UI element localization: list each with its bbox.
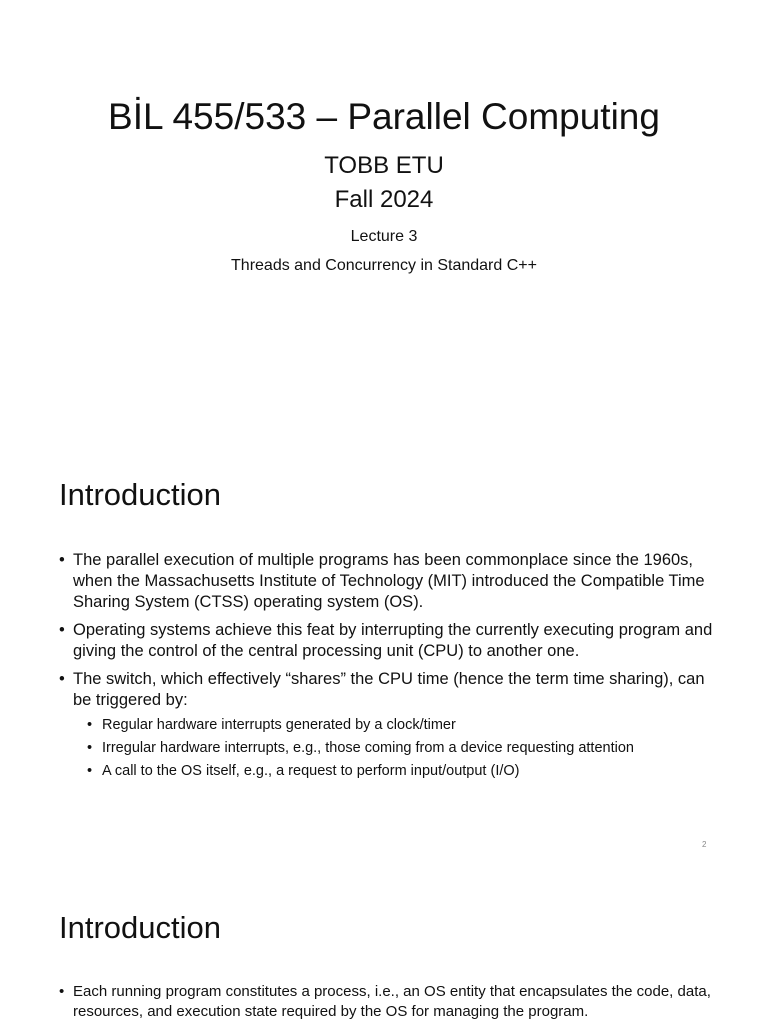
page-number: 2 <box>702 840 707 849</box>
introduction-slide-continued <box>0 855 768 1024</box>
term-label: Fall 2024 <box>334 186 434 213</box>
introduction-slide <box>0 430 768 855</box>
course-title: BİL 455/533 – Parallel Computing <box>108 96 660 137</box>
sub-bullet-list <box>73 716 719 781</box>
sub-bullet-item: • Irregular hardware interrupts, e.g., those coming from a device requesting attention <box>87 739 719 758</box>
bullet-item <box>59 620 719 662</box>
sub-bullet-item: • Regular hardware interrupts generated by a clock/timer <box>87 716 719 735</box>
bullet-item <box>59 550 719 613</box>
lecture-topic: Threads and Concurrency in Standard C++ <box>231 257 537 274</box>
slide-heading: Introduction <box>59 910 221 945</box>
bullet-list <box>59 550 719 788</box>
bullet-item <box>59 982 719 1022</box>
bullet-item <box>59 669 719 781</box>
bullet-text: Each running program constitutes a process, i.e., an OS entity that encapsulates the code, data, resources, and execution state required by the OS for managing the program. <box>73 983 711 1020</box>
lecture-label: Lecture 3 <box>350 228 418 245</box>
bullet-text: The switch, which effectively “shares” the CPU time (hence the term time sharing), can be triggered by: <box>73 670 705 709</box>
bullet-list <box>59 982 719 1029</box>
title-slide <box>0 0 768 430</box>
institution-name: TOBB ETU <box>324 152 444 179</box>
bullet-text: Operating systems achieve this feat by interrupting the currently executing program and giving the control of the central processing unit (CPU) to another one. <box>73 621 713 660</box>
slide-heading: Introduction <box>59 477 221 512</box>
sub-bullet-item: • A call to the OS itself, e.g., a request to perform input/output (I/O) <box>87 762 719 781</box>
bullet-text: The parallel execution of multiple programs has been commonplace since the 1960s, when the Massachusetts Institute of Technology (MIT) introduced the Compatible Time Sharing System (CTSS) operating system (OS). <box>73 551 705 611</box>
